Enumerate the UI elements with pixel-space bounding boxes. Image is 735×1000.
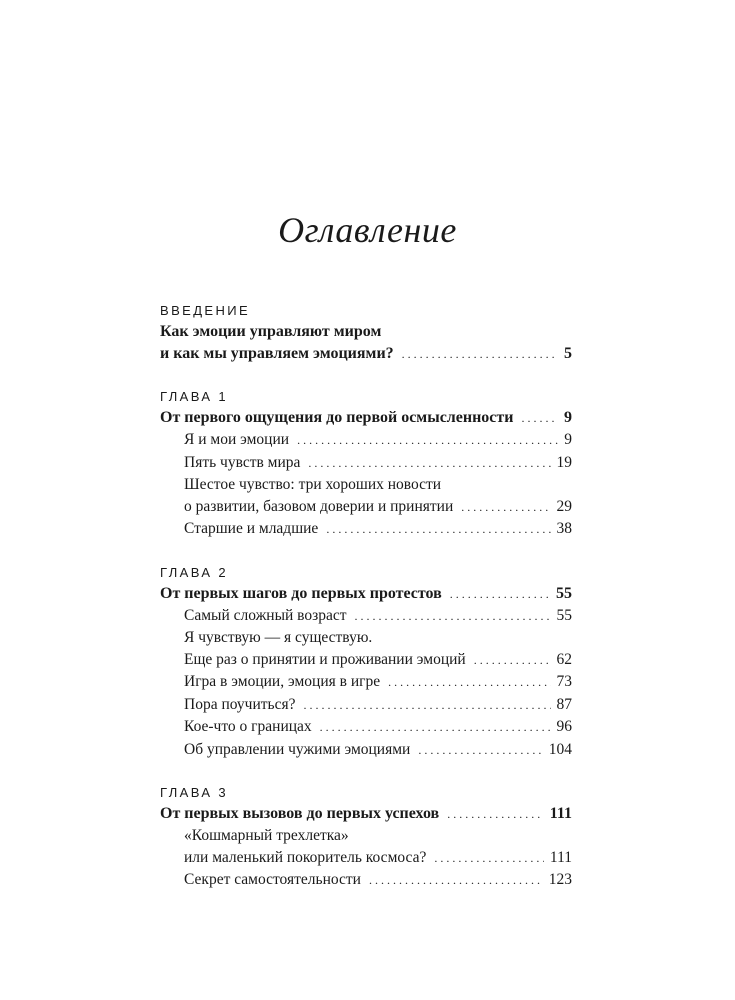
section-heading: От первых вызовов до первых успехов ..... 111	[160, 803, 572, 825]
toc-entry: Еще раз о принятии и проживании эмоций ..... 62	[160, 649, 572, 672]
section-chapter-1	[160, 386, 572, 541]
leader-dots	[326, 519, 550, 541]
section-label: ГЛАВА 3	[160, 785, 229, 800]
toc-entry: Старшие и младшие ..... 38	[160, 518, 572, 541]
toc-entry-line1: «Кошмарный трехлетка»	[184, 827, 349, 844]
leader-dots	[418, 740, 542, 762]
page-number: 123	[548, 871, 572, 888]
leader-dots	[355, 606, 551, 628]
leader-dots	[450, 583, 550, 605]
section-heading: От первого ощущения до первой осмысленности ..... 9	[160, 407, 572, 429]
page-number: 9	[564, 409, 572, 426]
toc-entry: Игра в эмоции, эмоция в игре ..... 73	[160, 671, 572, 694]
leader-dots	[388, 672, 550, 694]
page-number: 111	[549, 848, 572, 866]
leader-dots	[447, 803, 544, 825]
section-heading-line1: Как эмоции управляют миром	[160, 323, 382, 340]
section-heading: и как мы управляем эмоциями? ..... 5	[160, 343, 572, 365]
toc-entry: Пора поучиться? ..... 87	[160, 694, 572, 717]
toc-entry-line1: Шестое чувство: три хороших новости	[184, 476, 442, 493]
page-number: 9	[564, 431, 572, 448]
leader-dots	[303, 695, 550, 717]
page-title: Оглавление	[278, 210, 457, 250]
toc-entry: Пять чувств мира ..... 19	[160, 452, 572, 475]
section-label: ГЛАВА 1	[160, 389, 229, 404]
toc-entry: Я и мои эмоции ..... 9	[160, 429, 572, 452]
toc-entry-line1: Я чувствую — я существую.	[184, 629, 373, 646]
leader-dots	[308, 453, 550, 475]
toc-entry: Самый сложный возраст ..... 55	[160, 605, 572, 628]
leader-dots	[297, 430, 558, 452]
leader-dots	[461, 497, 550, 519]
leader-dots	[402, 343, 558, 365]
toc-entry: о развитии, базовом доверии и принятии ..... 29	[160, 496, 572, 519]
page-number: 19	[556, 453, 572, 471]
section-heading: От первых шагов до первых протестов ..... 55	[160, 583, 572, 605]
leader-dots	[434, 848, 544, 870]
page-number: 87	[556, 695, 572, 713]
section-chapter-3	[160, 782, 572, 892]
leader-dots	[369, 870, 543, 892]
table-of-contents	[160, 300, 572, 913]
page-number: 111	[549, 805, 572, 822]
page-number: 38	[556, 520, 572, 537]
page-number: 29	[556, 497, 572, 515]
page-number: 96	[556, 718, 572, 735]
page-number: 55	[556, 584, 572, 602]
leader-dots	[521, 407, 558, 429]
leader-dots	[320, 717, 551, 739]
section-introduction	[160, 300, 572, 365]
section-label: ВВЕДЕНИЕ	[160, 303, 251, 318]
section-label: ГЛАВА 2	[160, 564, 229, 580]
section-chapter-2	[160, 562, 572, 762]
page-number: 5	[564, 345, 572, 362]
toc-entry: Кое-что о границах ..... 96	[160, 716, 572, 739]
toc-entry: или маленький покоритель космоса? ..... 111	[160, 847, 572, 870]
toc-entry: Секрет самостоятельности ..... 123	[160, 869, 572, 892]
toc-entry: Об управлении чужими эмоциями ..... 104	[160, 739, 572, 762]
page-number: 104	[548, 740, 572, 758]
leader-dots	[474, 650, 551, 672]
page-number: 73	[556, 673, 572, 690]
page-number: 55	[556, 606, 572, 624]
page-number: 62	[556, 650, 572, 668]
